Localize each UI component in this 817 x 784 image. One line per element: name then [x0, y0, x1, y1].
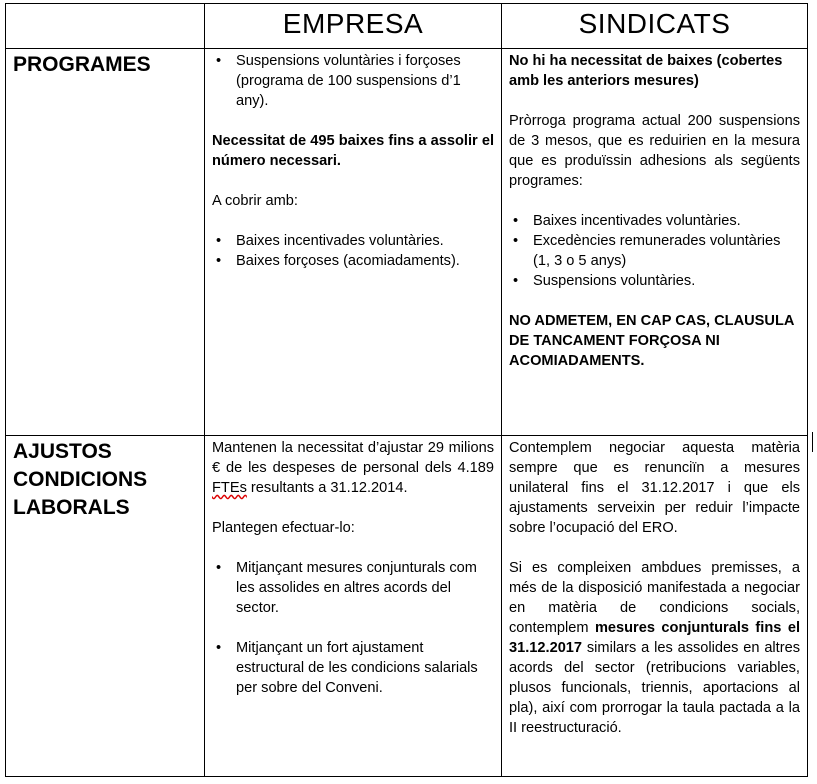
ajustos-empresa-cell	[205, 436, 502, 777]
list-item-text: Suspensions voluntàries i forçoses (programa de 100 suspensions d’1 any).	[236, 53, 461, 109]
list-item	[513, 231, 800, 271]
header-row	[6, 4, 808, 49]
list-item-text: Mitjançant mesures conjunturals com les assolides en altres acords del sector.	[236, 560, 477, 616]
list-item	[513, 271, 800, 291]
row-label-programes: PROGRAMES	[6, 49, 205, 436]
ajustos-sindicats-p1: Contemplem negociar aquesta matèria sempre que es renunciïn a mesures unilateral fins el 31.12.2017 i que els ajustaments serveixin per reduir l’impacte sobre l’ocupació del ERO.	[509, 440, 800, 536]
list-item	[216, 558, 494, 618]
bullet-icon: •	[513, 233, 519, 249]
header-sindicats-cell	[502, 4, 808, 49]
row-programes	[6, 49, 808, 436]
list-item-text: Baixes forçoses (acomiadaments).	[236, 253, 460, 269]
header-empresa: EMPRESA	[282, 8, 424, 39]
bullet-icon: •	[216, 560, 222, 576]
ajustos-sindicats-p2	[509, 558, 800, 738]
comparison-table	[5, 3, 808, 777]
bullet-icon: •	[513, 213, 519, 229]
list-item-text: Excedències remunerades voluntàries (1, 3 o 5 anys)	[533, 233, 781, 269]
programes-sindicats-prorroga: Pròrroga programa actual 200 suspensions de 3 mesos, que es reduirien en la mesura que es produïssin adhesions als següents programes:	[509, 113, 800, 189]
programes-sindicats-no-need	[509, 51, 800, 91]
text-cursor-mark	[812, 432, 813, 452]
ajustos-empresa-list	[212, 558, 494, 698]
programes-empresa-list-1	[212, 51, 494, 111]
list-item	[513, 211, 800, 231]
text-span: Si es compleixen ambdues premisses, a més de la disposició manifestada a negociar en matèria de condicions socials, contemplem	[509, 560, 800, 636]
no-need-bold-text: No hi ha necessitat de baixes (cobertes amb les anteriors mesures)	[509, 53, 783, 89]
programes-empresa-list-2	[212, 231, 494, 271]
text-span: resultants a 31.12.2014.	[246, 480, 408, 496]
text-span: similars a les assolides en altres acords del sector (retribucions variables, plusos funcionals, triennis, aportacions al pla), així com prorrogar la taula pactada a la II reestructuració.	[509, 640, 800, 736]
list-item-text: Suspensions voluntàries.	[533, 273, 696, 289]
bullet-icon: •	[216, 640, 222, 656]
list-item	[216, 51, 494, 111]
bullet-icon: •	[513, 273, 519, 289]
programes-sindicats-cell	[502, 49, 808, 436]
text-span: Mantenen la necessitat d’ajustar 29 milions € de les despeses de personal dels 4.189	[212, 440, 494, 476]
list-item-text: Baixes incentivades voluntàries.	[533, 213, 741, 229]
list-item	[216, 638, 494, 698]
programes-empresa-need	[212, 131, 494, 171]
row-ajustos	[6, 436, 808, 777]
list-item-text: Baixes incentivades voluntàries.	[236, 233, 444, 249]
programes-empresa-cell	[205, 49, 502, 436]
no-admetem-bold-text: NO ADMETEM, EN CAP CAS, CLAUSULA DE TANCAMENT FORÇOSA NI ACOMIADAMENTS.	[509, 313, 794, 369]
bullet-icon: •	[216, 253, 222, 269]
bold-text: mesures conjunturals fins el 31.12.2017	[509, 620, 800, 656]
ftes-spellcheck-word: FTEs	[212, 480, 247, 496]
programes-sindicats-list	[509, 211, 800, 291]
need-bold-text: Necessitat de 495 baixes fins a assolir el número necessari.	[212, 133, 494, 169]
ajustos-sindicats-cell	[502, 436, 808, 777]
header-empty-cell	[6, 4, 205, 49]
bullet-icon: •	[216, 233, 222, 249]
list-item	[216, 231, 494, 251]
ajustos-empresa-p1	[212, 438, 494, 498]
programes-empresa-cover-intro: A cobrir amb:	[212, 193, 298, 209]
row-label-ajustos: AJUSTOS CONDICIONS LABORALS	[6, 436, 205, 777]
header-sindicats: SINDICATS	[578, 8, 731, 39]
list-item	[216, 251, 494, 271]
ajustos-empresa-p2: Plantegen efectuar-lo:	[212, 520, 355, 536]
list-item-text: Mitjançant un fort ajustament estructural de les condicions salarials per sobre del Conveni.	[236, 640, 478, 696]
header-empresa-cell	[205, 4, 502, 49]
programes-sindicats-no-admetem	[509, 311, 800, 371]
bullet-icon: •	[216, 53, 222, 69]
